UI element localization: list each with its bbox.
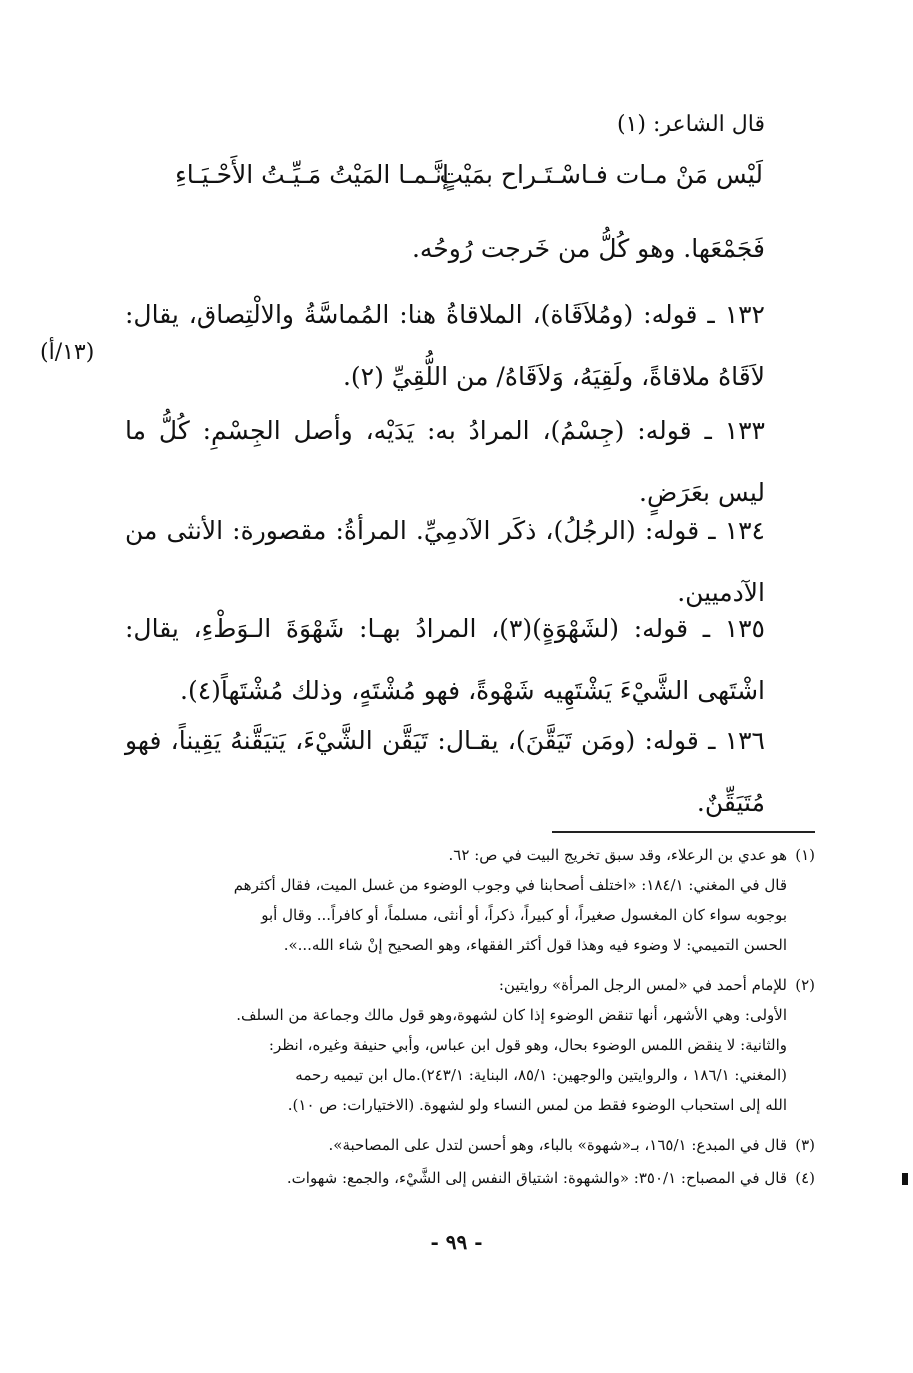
- margin-scan-mark: [902, 1173, 908, 1185]
- manuscript-folio-reference: (١٣/أ): [40, 340, 95, 365]
- footnote-text: للإمام أحمد في «لمس الرجل المرأة» روايتين:: [498, 976, 787, 994]
- footnote-line: الله إلى استحباب الوضوء فقط من لمس النساء ولو لشهوة. (الاختيارات: ص ١٠).: [287, 1096, 787, 1114]
- footnote-text: قال في المبدع: ١٦٥/١، بـ«شهوة» بالباء، وهو أحسن لتدل على المصاحبة».: [328, 1136, 787, 1154]
- footnote-line: الأولى: وهي الأشهر، أنها تنقض الوضوء إذا كان لشهوة،وهو قول مالك وجماعة من السلف.: [236, 1006, 787, 1024]
- footnote-line: [100, 1130, 815, 1160]
- footnote-number: (٣): [795, 1136, 815, 1154]
- footnote-divider: [552, 831, 815, 833]
- footnote-2: [100, 970, 815, 1120]
- footnote-text: هو عدي بن الرعلاء، وقد سبق تخريج البيت في ص: ٦٢.: [448, 846, 787, 864]
- paragraph-132: [125, 284, 765, 408]
- paragraph-text: ١٣٤ ـ قوله: (الرجُلُ)، ذكَر الآدمِيِّ. المرأةُ: مقصورة: الأنثى من الآدميين.: [125, 516, 765, 607]
- footnote-line: والثانية: لا ينقض اللمس الوضوء بحال، وهو قول ابن عباس، وأبي حنيفة وغيره، انظر:: [268, 1036, 787, 1054]
- paragraph-135: [125, 598, 765, 722]
- paragraph-conclusion: [125, 218, 765, 280]
- footnote-number: (٢): [795, 976, 815, 994]
- paragraph-text: ١٣٣ ـ قوله: (جِسْمُ)، المرادُ به: يَدَيْه، وأصل الجِسْمِ: كُلُّ ما ليس بعَرَضٍ.: [125, 416, 765, 507]
- footnote-line: (المغني: ١٨٦/١ ، والروايتين والوجهين: ٨٥/١، البناية: ٢٤٣/١).مال ابن تيميه رحمه: [295, 1066, 787, 1084]
- footnote-3: [100, 1130, 815, 1160]
- paragraph-text: ١٣٢ ـ قوله: (ومُلاَقَاة)، الملاقاةُ هنا: المُماسَّةُ والالْتِصاق، يقال: لاَقَاهُ ملاقاةً، ولَقِيَهُ، وَلاَقَاهُ/ من اللُّقِيِّ (٢).: [125, 300, 765, 391]
- footnote-number: (١): [795, 846, 815, 864]
- paragraph-136: [125, 710, 765, 834]
- verse-first-hemistich: لَيْس مَنْ مـات فـاسْـتَـراح بمَيْتٍ: [439, 160, 763, 189]
- poet-intro: قال الشاعر: (١): [616, 112, 765, 137]
- footnote-4: [100, 1163, 815, 1193]
- footnote-line: [100, 840, 815, 870]
- footnote-number: (٤): [795, 1169, 815, 1187]
- footnote-line: [100, 970, 815, 1000]
- footnote-line: [100, 1163, 815, 1193]
- paragraph-text: فَجَمْعَها. وهو كُلُّ من خَرجت رُوحُه.: [411, 234, 765, 263]
- footnote-line: الحسن التميمي: لا وضوء فيه وهذا قول أكثر الفقهاء، وهو الصحيح إنْ شاء الله...».: [283, 936, 787, 954]
- footnote-line: بوجوبه سواء كان المغسول صغيراً، أو كبيراً، ذكراً، أو أنثى، مسلماً، أو كافراً... وقال أبو: [261, 906, 787, 924]
- verse-second-hemistich: إنَّـمـا المَيْتُ مَـيِّـتُ الأَحْـيَـاءِ: [175, 160, 449, 189]
- paragraph-text: ١٣٦ ـ قوله: (ومَن تَيَقَّنَ)، يقـال: تَيَقَّن الشَّيْءَ، يَتيَقَّنهُ يَقِيناً، فهو مُتَيَقِّنٌ.: [125, 726, 765, 817]
- page-number: - ٩٩ -: [430, 1230, 483, 1254]
- footnote-1: [100, 840, 815, 960]
- paragraph-text: ١٣٥ ـ قوله: (لشَهْوَةٍ)(٣)، المرادُ بهـا: شَهْوَةَ الـوَطْءِ، يقال: اشْتَهى الشَّيْءَ يَشْتَهِيه شَهْوةً، فهو مُشْتَهٍ، وذلك مُشْتَهاً(٤).: [125, 614, 765, 705]
- footnote-line: قال في المغني: ١٨٤/١: «اختلف أصحابنا في وجوب الوضوء من غسل الميت، فقال أكثرهم: [233, 876, 787, 894]
- footnote-text: قال في المصباح: ٣٥٠/١: «والشهوة: اشتياق النفس إلى الشَّيْء، والجمع: شهوات.: [286, 1169, 787, 1187]
